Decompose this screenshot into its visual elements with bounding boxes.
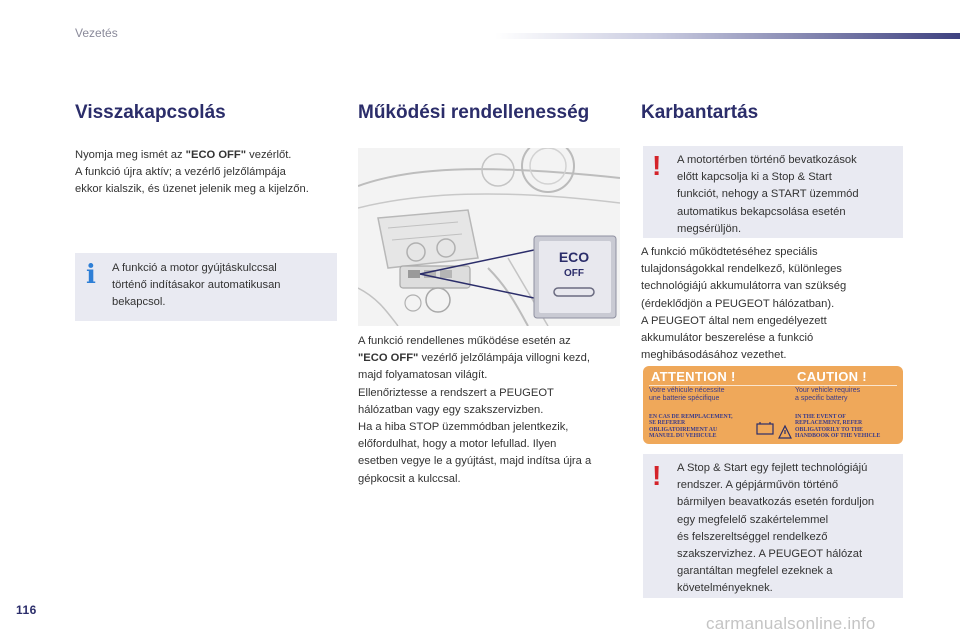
dashboard-illustration bbox=[358, 148, 620, 326]
label-left-title: ATTENTION ! bbox=[651, 369, 736, 384]
info-box: i A funkció a motor gyújtáskulccsal történő indításakor automatikusan bekapcsol. bbox=[75, 253, 337, 321]
col2-body: A funkció rendellenes működése esetén az "ECO OFF" vezérlő jelzőlámpája villogni kezd, majd folyamatosan világít. Ellenőriztesse a rendszert a PEUGEOT hálózatban vagy egy szakszervizben. Ha a hiba STOP üzemmódban jelentkezik, előfordulhat, hogy a motor lefullad. Ilyen esetben vegye le a gyújtást, majd indítsa újra a gépkocsit a kulccsal. bbox=[358, 335, 592, 485]
page-number: 116 bbox=[16, 603, 37, 617]
watermark: carmanualsonline.info bbox=[706, 614, 876, 633]
label-right-title: CAUTION ! bbox=[797, 369, 867, 384]
title-karbantartas: Karbantartás bbox=[641, 102, 759, 123]
label-right-sub: Your vehicle requires a specific battery bbox=[795, 387, 861, 402]
label-left-sub: Votre véhicule nécessite une batterie spécifique bbox=[649, 387, 725, 402]
col3-body: A funkció működtetéséhez speciális tulajdonságokkal rendelkező, különleges technológiájú akkumulátorra van szükség (érdeklődjön a PEUGEOT hálózatban). A PEUGEOT által nem engedélyezett akkumulátor beszerelése a funkció meghibásodásához vezethet. bbox=[641, 246, 847, 362]
warning-icon: ! bbox=[652, 150, 662, 181]
dashboard-drawing bbox=[358, 148, 620, 326]
warning-box-2: ! A Stop & Start egy fejlett technológiájú rendszer. A gépjárművön történő bármilyen beavatkozás esetén forduljon egy megfelelő szakértelemmel és felszereltséggel rendelkező szakszervizhez. A PEUGEOT hálózat garantáltan megfelel ezeknek a követelményeknek. bbox=[643, 454, 903, 598]
title-mukodesi-rendellenesseg: Működési rendellenesség bbox=[358, 102, 590, 123]
header-bar bbox=[495, 33, 960, 39]
warning-icon: ! bbox=[652, 460, 662, 491]
battery-warning-label bbox=[643, 366, 903, 444]
eco-label: ECO bbox=[558, 249, 590, 265]
section-label: Vezetés bbox=[75, 26, 118, 40]
label-left-caps: EN CAS DE REMPLACEMENT, SE REFERER OBLIGATOIREMENT AU MANUEL DU VEHICULE bbox=[649, 414, 733, 439]
warning-box-1: ! A motortérben történő bevatkozások előtt kapcsolja ki a Stop & Start funkciót, nehogy a START üzemmód automatikus bekapcsolása esetén megsérüljön. bbox=[643, 146, 903, 238]
info-icon: i bbox=[86, 260, 96, 290]
col1-intro: Nyomja meg ismét az "ECO OFF" vezérlőt. A funkció újra aktív; a vezérlő jelzőlámpája ekkor kialszik, és üzenet jelenik meg a kijelzőn. bbox=[75, 149, 309, 196]
label-right-caps: IN THE EVENT OF REPLACEMENT, REFER OBLIGATORILY TO THE HANDBOOK OF THE VEHICLE bbox=[795, 414, 881, 439]
off-label: OFF bbox=[564, 268, 584, 279]
battery-icon bbox=[755, 420, 793, 442]
title-visszakapcsolas: Visszakapcsolás bbox=[75, 102, 226, 123]
